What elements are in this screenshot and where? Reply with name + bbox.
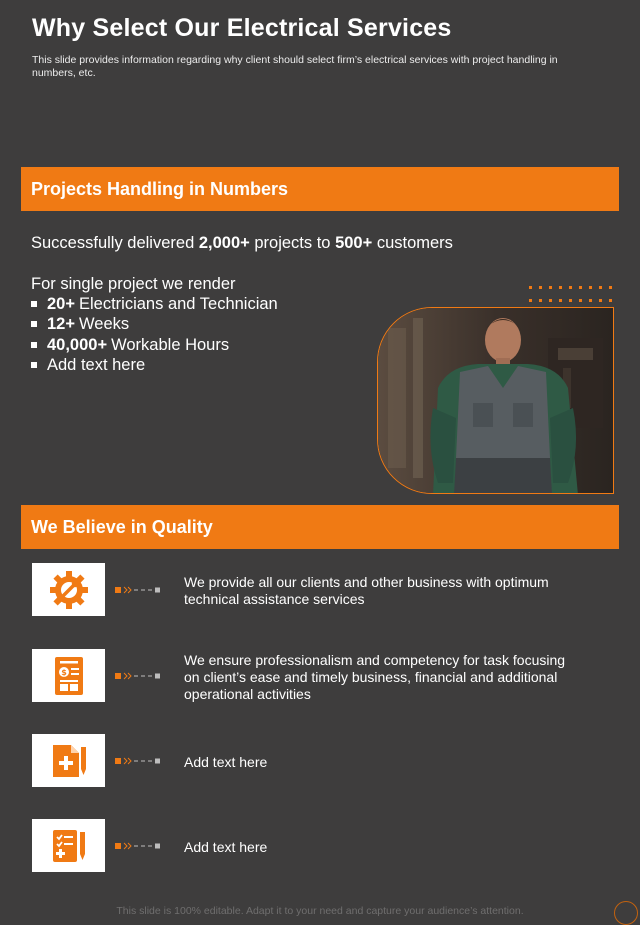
list-item-number: 20+ [47,295,75,313]
icon-tile [32,563,105,616]
icon-tile [32,734,105,787]
footer-note: This slide is 100% editable. Adapt it to your need and capture your audience’s attention. [116,905,524,917]
connector-arrow-icon [115,585,160,595]
list-item-label: Electricians and Technician [79,295,278,313]
list-item [31,335,278,355]
quality-item-text: We ensure professionalism and competency for task focusing on client’s ease and timely business, financial and additional operational activities [184,652,566,702]
quality-item [32,734,612,788]
stat-middle: projects to [249,234,336,252]
connector-arrow-icon [115,841,160,851]
decorative-dots [528,285,618,305]
quality-item [32,649,612,703]
render-label: For single project we render [31,275,236,293]
stat-suffix: customers [372,234,453,252]
quality-item-text: We provide all our clients and other business with optimum technical assistance services [184,574,549,607]
list-item-label: Add text here [47,355,146,374]
stat-customers: 500+ [335,234,373,252]
bullet-square-icon [31,342,37,348]
gear-wrench-icon [48,569,90,611]
list-item-number: 40,000+ [47,335,108,354]
dollar-document-icon [51,655,87,697]
list-item [31,355,278,375]
connector-arrow-icon [115,671,160,681]
stat-prefix: Successfully delivered [31,234,199,252]
quality-item [32,819,612,873]
list-item-label: Weeks [79,315,130,334]
quality-item-text: Add text here [184,754,268,770]
bullet-square-icon [31,362,37,368]
bullet-square-icon [31,301,37,307]
quality-section-heading: We Believe in Quality [21,505,619,549]
icon-tile [32,649,105,702]
electrician-photo [377,307,614,494]
stat-projects: 2,000+ [198,234,250,252]
page-subtitle: This slide provides information regarding why client should select firm’s electrical services with project handling in numbers, etc. [32,54,558,79]
list-item-number: 12+ [47,315,75,334]
list-item-label: Workable Hours [111,335,230,354]
render-list [31,294,278,375]
list-item [31,314,278,334]
quality-item [32,563,612,617]
svg-text:$: $ [60,667,67,677]
page-title: Why Select Our Electrical Services [32,14,452,42]
connector-arrow-icon [115,756,160,766]
delivery-stat [31,234,453,253]
checklist-pen-icon [49,826,89,866]
list-item [31,294,278,314]
bullet-square-icon [31,321,37,327]
icon-tile [32,819,105,872]
corner-circle-icon [614,901,638,925]
medical-document-pen-icon [49,741,89,781]
projects-section-heading: Projects Handling in Numbers [21,167,619,211]
quality-item-text: Add text here [184,839,268,855]
